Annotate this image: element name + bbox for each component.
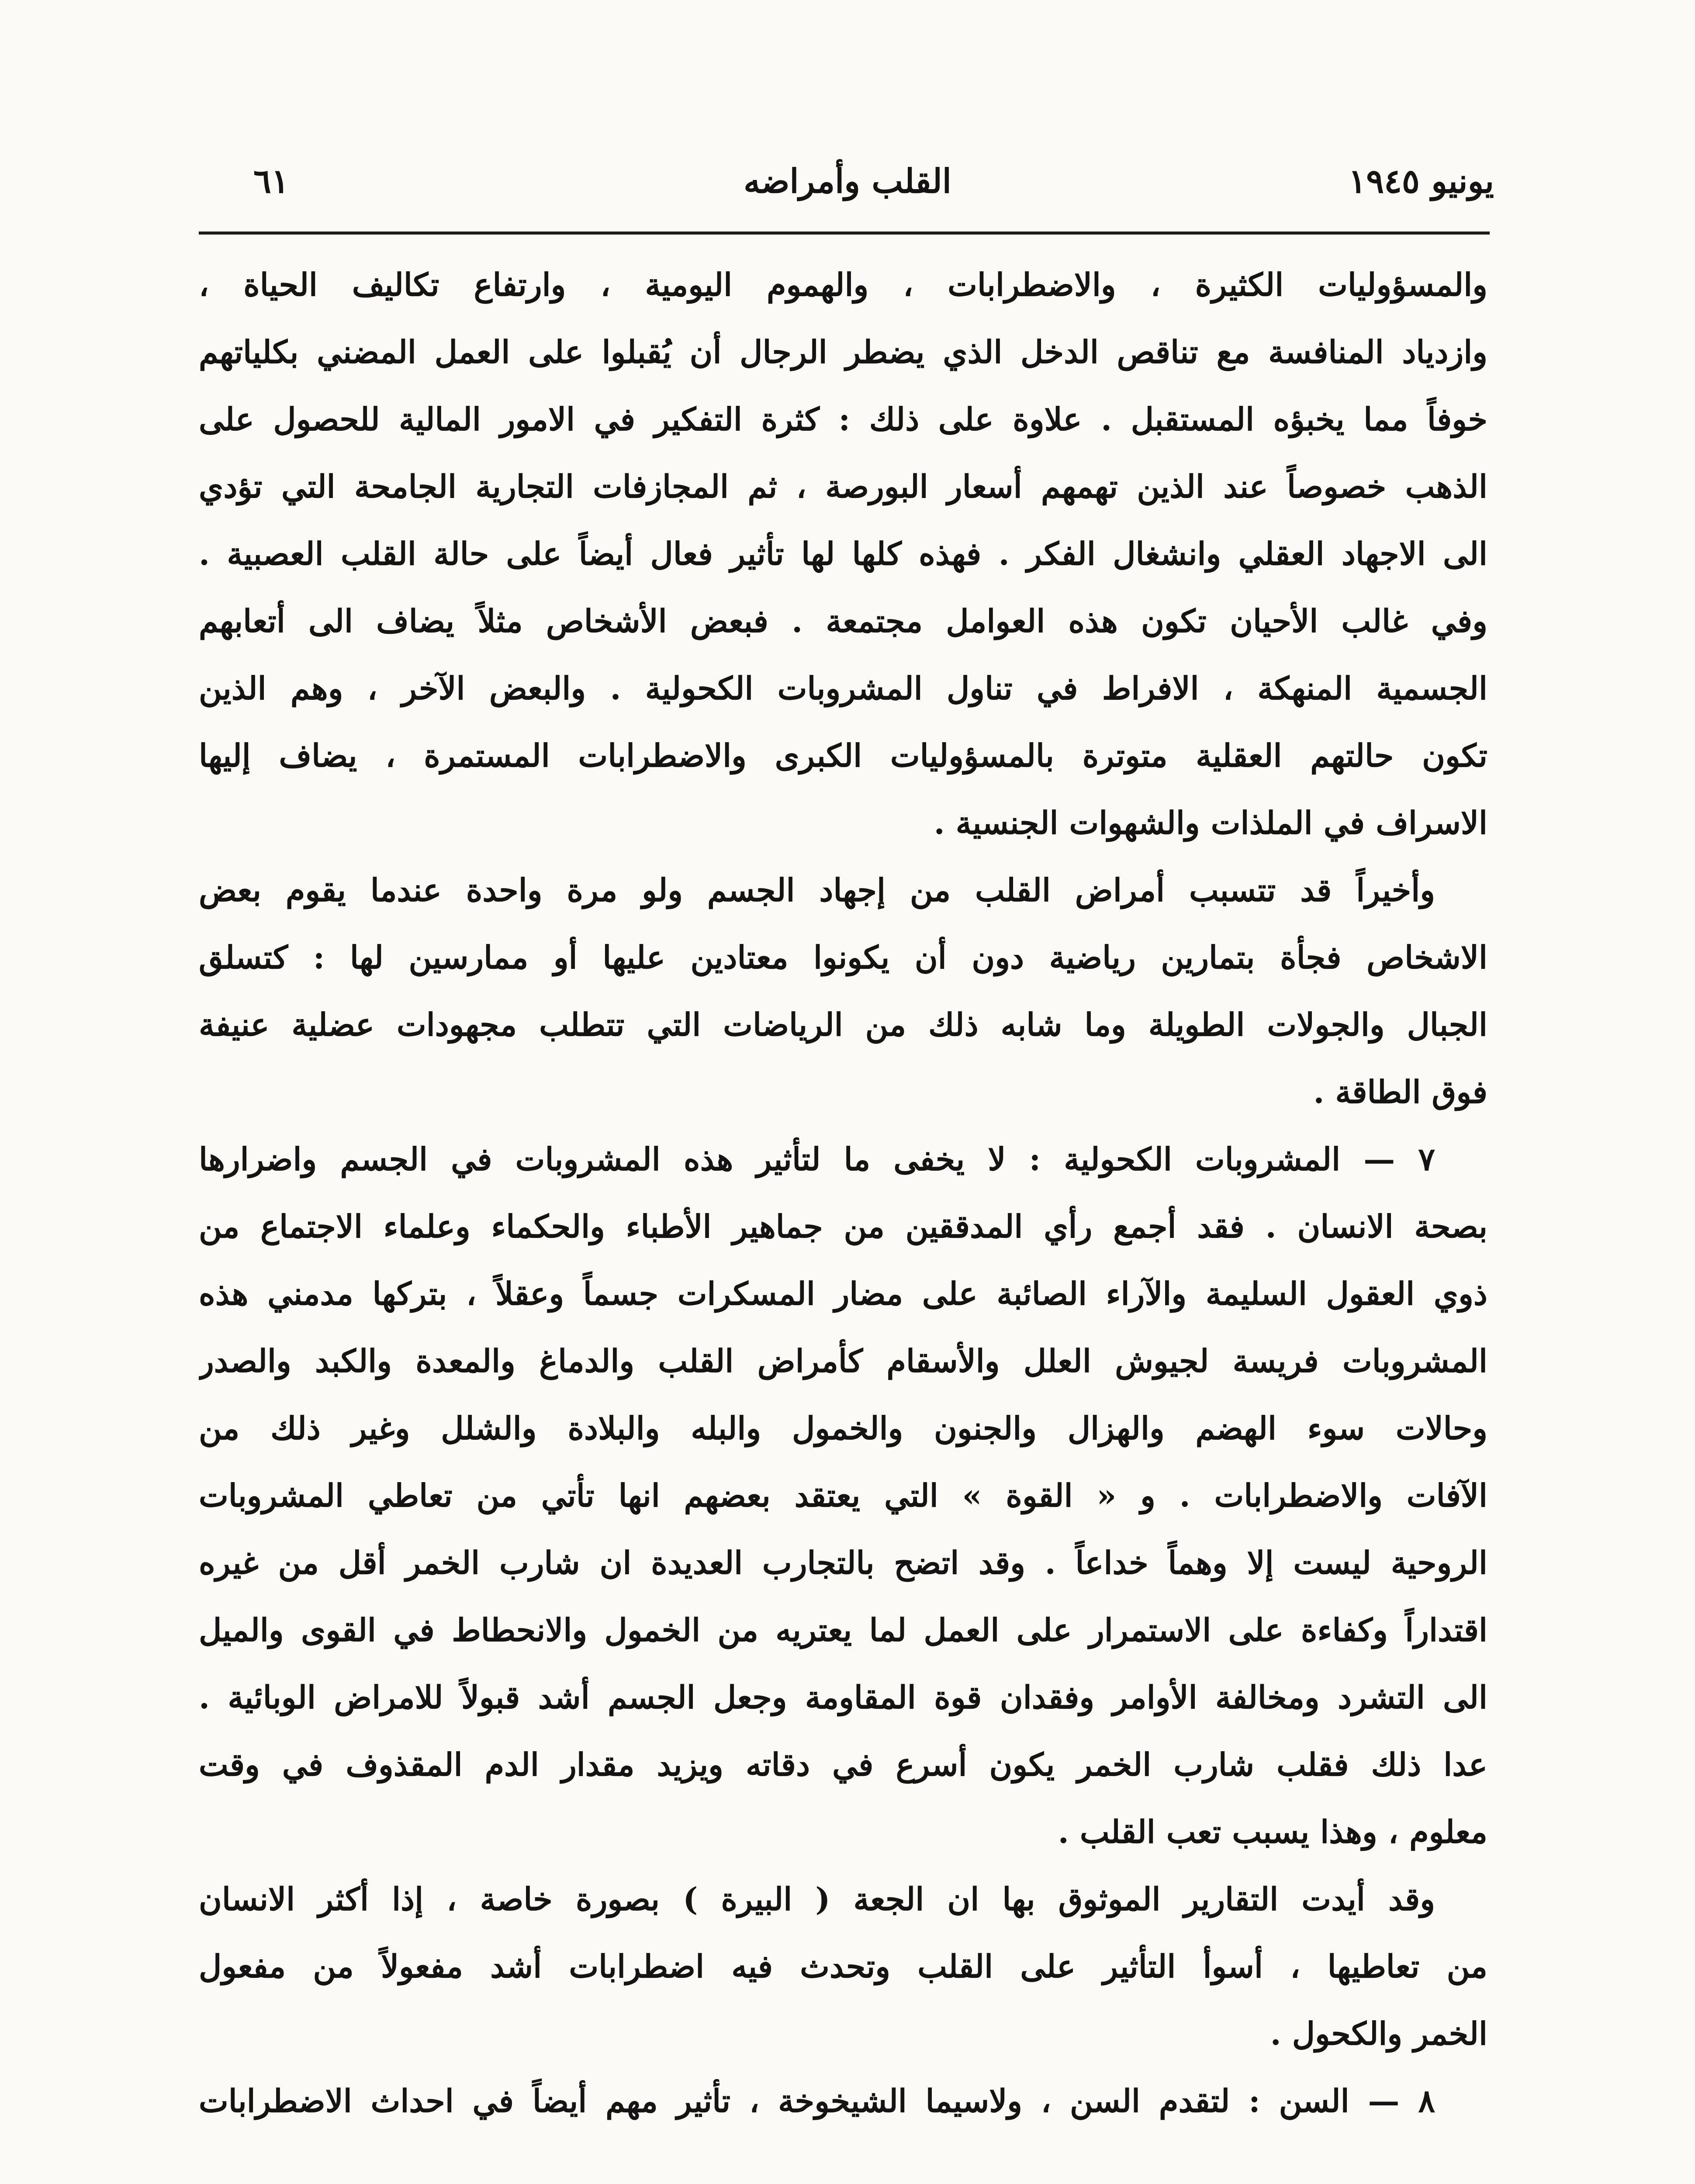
text-line: تكون حالتهم العقلية متوترة بالمسؤوليات الكبرى والاضطرابات المستمرة ، يضاف إليها [199,737,1487,774]
text-line: ٨ — السن : لتقدم السن ، ولاسيما الشيخوخة ، تأثير مهم أيضاً في احداث الاضطرابات [199,2082,1435,2119]
text-line: ٧ — المشروبات الكحولية : لا يخفى ما لتأثير هذه المشروبات في الجسم واضرارها [199,1140,1435,1178]
text-line: عدا ذلك فقلب شارب الخمر يكون أسرع في دقاته ويزيد مقدار الدم المقذوف في وقت [199,1746,1487,1783]
text-line: وقد أيدت التقارير الموثوق بها ان الجعة ( البيرة ) بصورة خاصة ، إذا أكثر الانسان [199,1880,1435,1918]
text-line: وازدياد المنافسة مع تناقص الدخل الذي يضطر الرجال أن يُقبلوا على العمل المضني بكلياتهم [199,333,1487,370]
text-line: والمسؤوليات الكثيرة ، والاضطرابات ، والهموم اليومية ، وارتفاع تكاليف الحياة ، [199,266,1487,303]
header-date: يونيو ١٩٤٥ [1348,162,1494,200]
text-line: الى التشرد ومخالفة الأوامر وفقدان قوة المقاومة وجعل الجسم أشد قبولاً للامراض الوبائية . [199,1679,1487,1716]
text-line: من تعاطيها ، أسوأ التأثير على القلب وتحدث فيه اضطرابات أشد مفعولاً من مفعول [199,1948,1487,1985]
text-line: اقتداراً وكفاءة على الاستمرار على العمل لما يعتريه من الخمول والانحطاط في القوى والميل [199,1611,1487,1648]
text-line: الخمر والكحول . [1270,2015,1487,2052]
text-line: فوق الطاقة . [1313,1073,1487,1110]
text-line: خوفاً مما يخبؤه المستقبل . علاوة على ذلك : كثرة التفكير في الامور المالية للحصول على [199,401,1487,438]
text-line: معلوم ، وهذا يسبب تعب القلب . [1058,1813,1487,1850]
text-line: الاشخاص فجأة بتمارين رياضية دون أن يكونوا معتادين عليها أو ممارسين لها : كتسلق [199,939,1487,976]
text-line: المشروبات فريسة لجيوش العلل والأسقام كأمراض القلب والدماغ والمعدة والكبد والصدر [199,1342,1487,1379]
page-number: ٦١ [253,162,289,200]
text-line: الآفات والاضطرابات . و « القوة » التي يعتقد بعضهم انها تأتي من تعاطي المشروبات [199,1477,1487,1514]
text-line: وفي غالب الأحيان تكون هذه العوامل مجتمعة . فبعض الأشخاص مثلاً يضاف الى أتعابهم [199,602,1487,639]
text-line: ذوي العقول السليمة والآراء الصائبة على مضار المسكرات جسماً وعقلاً ، بتركها مدمني هذه [199,1275,1487,1312]
page-header [201,151,1494,212]
text-line: الاسراف في الملذات والشهوات الجنسية . [934,804,1487,841]
body-text [199,251,1487,2135]
text-line: الروحية ليست إلا وهماً خداعاً . وقد اتضح بالتجارب العديدة ان شارب الخمر أقل من غيره [199,1544,1487,1581]
text-line: وأخيراً قد تتسبب أمراض القلب من إجهاد الجسم ولو مرة واحدة عندما يقوم بعض [199,871,1435,909]
text-line: وحالات سوء الهضم والهزال والجنون والخمول والبله والبلادة والشلل وغير ذلك من [199,1410,1487,1447]
text-line: الجبال والجولات الطويلة وما شابه ذلك من الرياضات التي تتطلب مجهودات عضلية عنيفة [199,1006,1487,1043]
text-line: بصحة الانسان . فقد أجمع رأي المدققين من جماهير الأطباء والحكماء وعلماء الاجتماع من [199,1208,1487,1245]
header-rule [199,232,1490,235]
text-line: الى الاجهاد العقلي وانشغال الفكر . فهذه كلها لها تأثير فعال أيضاً على حالة القلب العصبية . [199,535,1487,572]
header-title: القلب وأمراضه [744,162,951,200]
text-line: الذهب خصوصاً عند الذين تهمهم أسعار البورصة ، ثم المجازفات التجارية الجامحة التي تؤدي [199,468,1487,505]
text-line: الجسمية المنهكة ، الافراط في تناول المشروبات الكحولية . والبعض الآخر ، وهم الذين [199,670,1487,707]
